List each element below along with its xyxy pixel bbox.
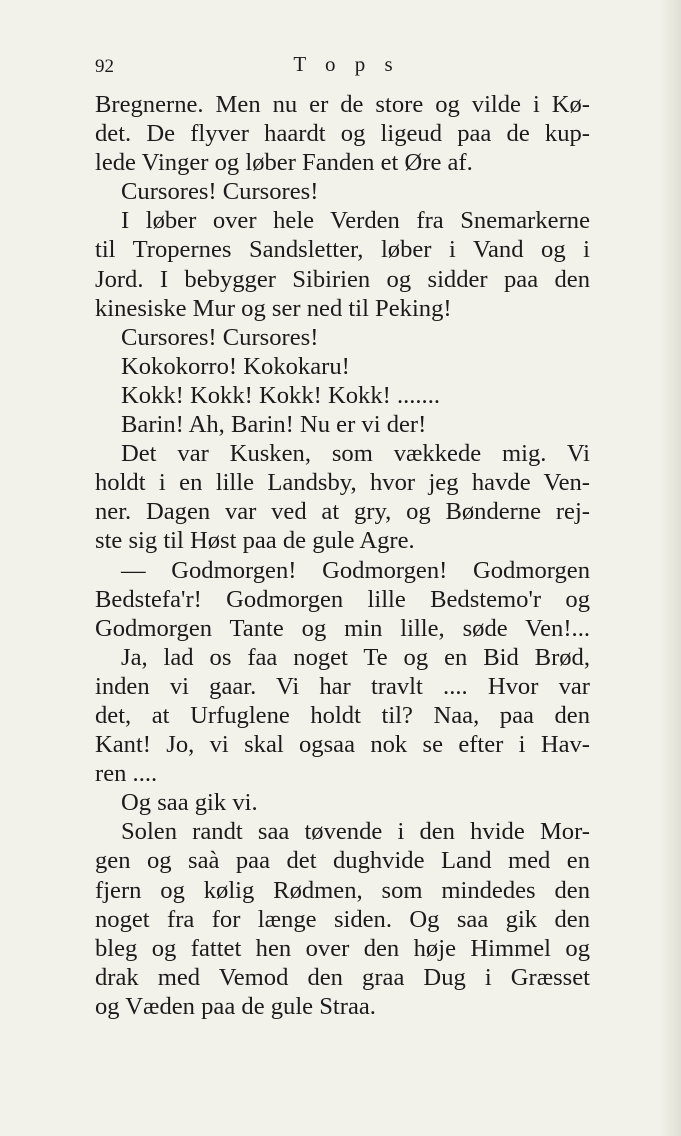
text-line: I løber over hele Verden fra Snemarkerne (121, 207, 590, 235)
text-line: Og saa gik vi. (121, 789, 258, 817)
text-line: det. De flyver haardt og ligeud paa de kup- (95, 120, 590, 148)
text-line: Jord. I bebygger Sibirien og sidder paa den (95, 265, 590, 293)
text-line: Bedstefa'r! Godmorgen lille Bedstemo'r og (95, 585, 590, 613)
text-line: Kokokorro! Kokokaru! (121, 352, 350, 380)
text-line: Det var Kusken, som vækkede mig. Vi (121, 440, 590, 468)
text-line: noget fra for længe siden. Og saa gik den (95, 905, 590, 933)
text-line: gen og saà paa det dughvide Land med en (95, 847, 590, 875)
text-line: Solen randt saa tøvende i den hvide Mor- (121, 818, 590, 846)
text-line: drak med Vemod den graa Dug i Græsset (95, 963, 590, 991)
text-line: ner. Dagen var ved at gry, og Bønderne rej- (95, 498, 590, 526)
text-line: Godmorgen Tante og min lille, søde Ven!... (95, 614, 590, 642)
text-line: til Tropernes Sandsletter, løber i Vand og i (95, 236, 590, 264)
text-line: og Væden paa de gule Straa. (95, 992, 376, 1020)
text-line: Cursores! Cursores! (121, 323, 319, 351)
page-number: 92 (95, 56, 114, 77)
text-line: ren .... (95, 760, 158, 788)
text-line: kinesiske Mur og ser ned til Peking! (95, 294, 452, 322)
page-edge-shadow (659, 0, 681, 1136)
text-line: Cursores! Cursores! (121, 178, 319, 206)
body-text (95, 90, 590, 1021)
running-head (95, 52, 590, 82)
text-line: Kant! Jo, vi skal ogsaa nok se efter i Hav- (95, 731, 590, 759)
text-line: ste sig til Høst paa de gule Agre. (95, 527, 415, 555)
text-line: holdt i en lille Landsby, hvor jeg havde Ven- (95, 469, 590, 497)
text-line: Kokk! Kokk! Kokk! Kokk! ....... (121, 381, 440, 409)
text-line: Ja, lad os faa noget Te og en Bid Brød, (121, 643, 590, 671)
text-line: Bregnerne. Men nu er de store og vilde i Kø- (95, 91, 590, 118)
text-line: Barin! Ah, Barin! Nu er vi der! (121, 411, 427, 439)
text-line: det, at Urfuglene holdt til? Naa, paa den (95, 701, 590, 729)
text-line: inden vi gaar. Vi har travlt .... Hvor var (95, 672, 590, 700)
text-line: bleg og fattet hen over den høje Himmel og (95, 934, 590, 962)
text-line: lede Vinger og løber Fanden et Øre af. (95, 149, 473, 177)
text-line: — Godmorgen! Godmorgen! Godmorgen (121, 556, 590, 584)
text-line: fjern og kølig Rødmen, som mindedes den (95, 876, 590, 904)
running-title: T o p s (293, 52, 400, 76)
